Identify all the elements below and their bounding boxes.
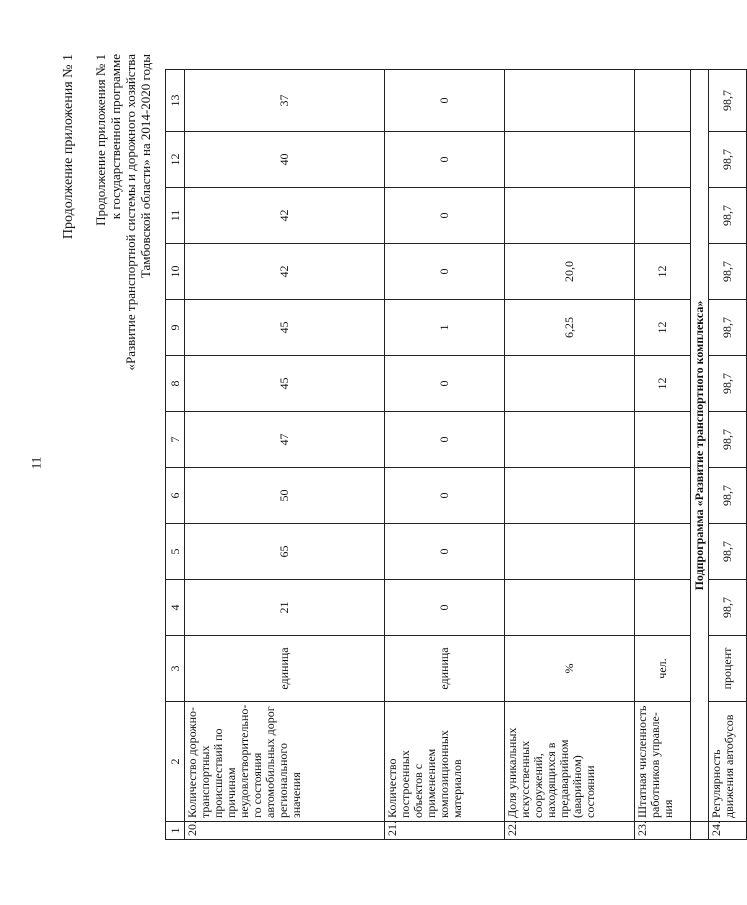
indicator-value bbox=[505, 132, 635, 188]
indicator-value: 12 bbox=[635, 244, 691, 300]
program-reference-line: «Развитие транспортной системы и дорожного хозяйства bbox=[123, 54, 138, 371]
indicator-value: 1 bbox=[385, 300, 505, 356]
indicator-name: Регулярность движения автобусов bbox=[709, 702, 747, 822]
indicator-value: 20,0 bbox=[505, 244, 635, 300]
indicator-value: 0 bbox=[385, 188, 505, 244]
column-number: 4 bbox=[166, 580, 185, 636]
table-row bbox=[505, 70, 635, 840]
indicator-value: 45 bbox=[185, 300, 385, 356]
indicator-value: 12 bbox=[635, 356, 691, 412]
rotated-page-content bbox=[55, 40, 736, 860]
column-number: 5 bbox=[166, 524, 185, 580]
unit-of-measure: единица bbox=[385, 636, 505, 702]
indicator-value bbox=[505, 468, 635, 524]
program-reference bbox=[93, 54, 153, 370]
column-number: 2 bbox=[166, 702, 185, 822]
indicator-value: 0 bbox=[385, 244, 505, 300]
indicator-value bbox=[635, 70, 691, 132]
column-number: 9 bbox=[166, 300, 185, 356]
page-number: 11 bbox=[28, 456, 44, 470]
row-number: 20. bbox=[185, 822, 385, 840]
indicator-value bbox=[635, 468, 691, 524]
indicator-name: Доля уникальных искусственных сооружений, находящихся в предаварийном (аварийном) состоянии bbox=[505, 702, 635, 822]
program-reference-line: Тамбовской области» на 2014-2020 годы bbox=[138, 54, 153, 279]
indicator-value: 98,7 bbox=[709, 300, 747, 356]
indicator-name: Количество дорожно-транспортных происшествий по причинам неудовлетворительно-го состояния автомобильных дорог регионального значения bbox=[185, 702, 385, 822]
indicator-value: 98,7 bbox=[709, 70, 747, 132]
indicator-value: 98,7 bbox=[709, 580, 747, 636]
column-number: 7 bbox=[166, 412, 185, 468]
indicator-value: 98,7 bbox=[709, 412, 747, 468]
program-reference-line: Продолжение приложения № 1 bbox=[93, 54, 108, 226]
unit-of-measure: чел. bbox=[635, 636, 691, 702]
indicator-value: 0 bbox=[385, 524, 505, 580]
column-number: 1 bbox=[166, 822, 185, 840]
unit-of-measure: % bbox=[505, 636, 635, 702]
program-reference-line: к государственной программе bbox=[108, 54, 123, 220]
column-number: 8 bbox=[166, 356, 185, 412]
indicator-value: 65 bbox=[185, 524, 385, 580]
continuation-caption: Продолжение приложения № 1 bbox=[61, 54, 76, 240]
indicator-value bbox=[505, 580, 635, 636]
table-row bbox=[385, 70, 505, 840]
indicator-value bbox=[505, 70, 635, 132]
column-number: 6 bbox=[166, 468, 185, 524]
row-number: 21. bbox=[385, 822, 505, 840]
indicator-value: 98,7 bbox=[709, 132, 747, 188]
unit-of-measure: процент bbox=[709, 636, 747, 702]
indicator-value: 50 bbox=[185, 468, 385, 524]
row-number: 23. bbox=[635, 822, 691, 840]
indicator-value bbox=[635, 580, 691, 636]
indicator-value: 0 bbox=[385, 70, 505, 132]
column-number: 13 bbox=[166, 70, 185, 132]
indicator-value: 0 bbox=[385, 412, 505, 468]
indicator-value bbox=[635, 132, 691, 188]
indicator-value: 0 bbox=[385, 132, 505, 188]
column-number: 12 bbox=[166, 132, 185, 188]
indicator-value bbox=[505, 188, 635, 244]
table-row bbox=[709, 70, 747, 840]
indicator-value: 40 bbox=[185, 132, 385, 188]
indicator-value: 12 bbox=[635, 300, 691, 356]
table-row bbox=[635, 70, 691, 840]
indicator-value bbox=[635, 188, 691, 244]
subprogram-title: Подпрограмма «Развитие транспортного комплекса» bbox=[691, 70, 709, 822]
indicator-value: 21 bbox=[185, 580, 385, 636]
indicator-value: 45 bbox=[185, 356, 385, 412]
empty-cell bbox=[691, 822, 709, 840]
unit-of-measure: единица bbox=[185, 636, 385, 702]
column-number: 10 bbox=[166, 244, 185, 300]
column-number: 11 bbox=[166, 188, 185, 244]
row-number: 24. bbox=[709, 822, 747, 840]
indicator-value: 98,7 bbox=[709, 244, 747, 300]
indicator-value: 37 bbox=[185, 70, 385, 132]
indicator-value: 98,7 bbox=[709, 524, 747, 580]
indicator-value: 98,7 bbox=[709, 468, 747, 524]
indicator-value bbox=[635, 412, 691, 468]
indicator-value: 98,7 bbox=[709, 356, 747, 412]
indicator-value: 42 bbox=[185, 188, 385, 244]
indicator-value bbox=[635, 524, 691, 580]
indicator-value bbox=[505, 524, 635, 580]
column-number: 3 bbox=[166, 636, 185, 702]
indicator-value: 0 bbox=[385, 468, 505, 524]
indicator-value bbox=[505, 412, 635, 468]
indicator-value: 42 bbox=[185, 244, 385, 300]
indicator-value: 98,7 bbox=[709, 188, 747, 244]
indicator-value: 47 bbox=[185, 412, 385, 468]
indicator-value: 6,25 bbox=[505, 300, 635, 356]
indicator-name: Штатная численность работников управле-ния bbox=[635, 702, 691, 822]
table-row bbox=[185, 70, 385, 840]
indicator-value: 0 bbox=[385, 580, 505, 636]
indicator-value bbox=[505, 356, 635, 412]
column-number-row bbox=[166, 70, 185, 840]
row-number: 22. bbox=[505, 822, 635, 840]
subprogram-row bbox=[691, 70, 709, 840]
indicators-table bbox=[165, 69, 747, 840]
indicator-value: 0 bbox=[385, 356, 505, 412]
indicator-name: Количество построенных объектов с применением композиционных материалов bbox=[385, 702, 505, 822]
